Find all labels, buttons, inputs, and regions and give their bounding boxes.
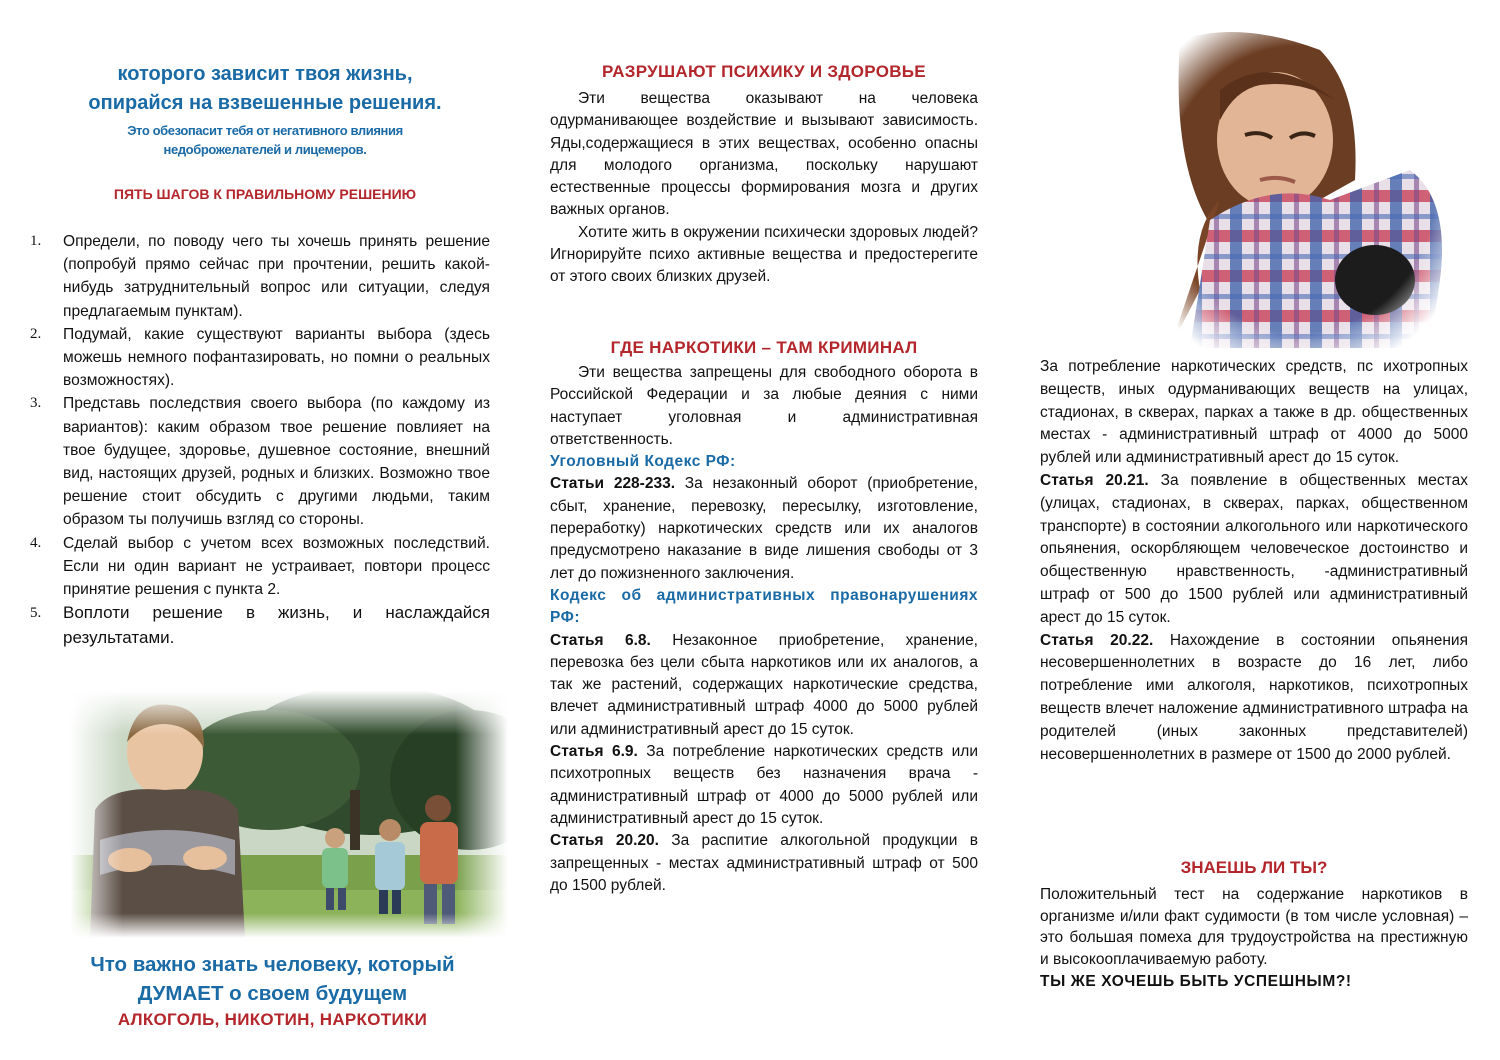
article-text: За распитие алкогольной продукции в запрещенных - местах административный штраф от 500 до 1500 рублей. — [550, 832, 978, 894]
footer-heading — [30, 950, 515, 1032]
article-paragraph — [550, 830, 978, 897]
intro-line-1: которого зависит твоя жизнь, — [117, 63, 413, 85]
article-paragraph — [550, 630, 978, 741]
middle-panel — [550, 0, 978, 1060]
fines-text — [1040, 356, 1468, 766]
step-text: Определи, по поводу чего ты хочешь принять решение (попробуй прямо сейчас при прочтении, решить какой-нибудь затруднительный вопрос или ситуации, следуя предлагаемым пунктам). — [63, 233, 490, 320]
steps-title: ПЯТЬ ШАГОВ К ПРАВИЛЬНОМУ РЕШЕНИЮ — [113, 186, 417, 202]
article-label: Статья 20.22. — [1040, 631, 1154, 649]
section-health — [550, 88, 978, 289]
article-label: Статья 20.21. — [1040, 471, 1149, 489]
article-text: За потребление наркотических средств или психотропных веществ без назначения врача - административный штраф от 4000 до 5000 рублей или административный арест до 15 суток. — [550, 743, 978, 827]
article-label: Статья 6.9. — [550, 743, 638, 761]
section-title-health: РАЗРУШАЮТ ПСИХИКУ И ЗДОРОВЬЕ — [602, 62, 926, 81]
paragraph: Эти вещества оказывают на человека одурманивающее воздействие и вызывают зависимость. Яды,содержащиеся в этих веществах, особенно опасны для молодого организма, поскольку нарушают естественные процессы формирования мозга и других важных органов. — [550, 90, 978, 219]
paragraph: Эти вещества запрещены для свободного оборота в Российской Федерации и за любые деяния с ними наступает уголовная и административная ответственность. — [550, 364, 978, 448]
article-paragraph — [1040, 630, 1468, 767]
intro-line-2: опирайся на взвешенные решения. — [88, 92, 442, 114]
boy-photo — [70, 690, 508, 938]
section-title-crime: ГДЕ НАРКОТИКИ – ТАМ КРИМИНАЛ — [610, 338, 918, 357]
step-text: Подумай, какие существуют варианты выбора (здесь можешь немного пофантазировать, но помни о реальных возможностях). — [63, 325, 490, 390]
article-label: Статьи 228-233. — [550, 475, 676, 493]
step-item — [30, 323, 490, 393]
step-number: 5. — [30, 605, 42, 622]
step-item — [30, 230, 490, 323]
article-paragraph — [550, 741, 978, 830]
step-number: 1. — [30, 233, 42, 249]
step-text: Воплоти решение в жизнь, и наслаждайся результатами. — [63, 603, 490, 647]
right-panel — [1040, 0, 1468, 1060]
admin-code-heading: Кодекс об административных правонарушениях РФ: — [550, 586, 978, 627]
footer-line-2: ДУМАЕТ о своем будущем — [137, 982, 408, 1005]
girl-photo-illustration — [1150, 30, 1450, 348]
paragraph: За потребление наркотических средств, пс ихотропных веществ, иных одурманивающих веществ на улицах, стадионах, в скверах, парках а также в др. общественных местах - административный штраф от 4000 до 5000 рублей или административный арест до 15 суток. — [1040, 358, 1468, 467]
paragraph: Хотите жить в окружении психически здоровых людей? Игнорируйте психо активные вещества и предостерегите от этого своих близких друзей. — [550, 223, 978, 286]
step-number: 4. — [30, 534, 42, 551]
article-text: За незаконный оборот (приобретение, сбыт, хранение, перевозку, пересылку, изготовление, переработку) наркотических средств или их аналогов предусмотрено наказание в виде лишения свободы от 3 лет до пожизненного заключения. — [550, 475, 978, 582]
step-text: Представь последствия своего выбора (по каждому из вариантов): каким образом твое решение повлияет на твое будущее, здоровье, душевное состояние, внешний вид, настоящих друзей, родных и близких. Возможно твое решение стоит обсудить с другими людьми, таким образом ты получишь взгляд со стороны. — [63, 395, 490, 529]
article-label: Статья 6.8. — [550, 631, 651, 649]
article-paragraph — [1040, 470, 1468, 630]
step-item — [30, 392, 490, 531]
boy-photo-illustration — [70, 690, 508, 938]
did-you-know-title: ЗНАЕШЬ ЛИ ТЫ? — [1180, 858, 1328, 877]
intro-sub-line-1: Это обезопасит тебя от негативного влияния — [127, 123, 403, 138]
criminal-code-heading: Уголовный Кодекс РФ: — [550, 453, 736, 471]
girl-photo — [1150, 30, 1450, 348]
intro-heading — [30, 60, 500, 118]
footer-line-3: АЛКОГОЛЬ, НИКОТИН, НАРКОТИКИ — [117, 1010, 428, 1029]
final-slogan: ТЫ ЖЕ ХОЧЕШЬ БЫТЬ УСПЕШНЫМ?! — [1040, 972, 1352, 990]
article-text: Незаконное приобретение, хранение, перевозка без цели сбыта наркотиков или их аналогов, а так же растений, содержащих наркотические средства, влечет административный штраф 4000 до 5000 рублей или административный арест до 15 суток. — [550, 631, 978, 738]
left-panel — [30, 0, 500, 1060]
steps-list — [30, 230, 490, 650]
paragraph: Положительный тест на содержание наркотиков в организме и/или факт судимости (в том числе условная) – это большая помеха для трудоустройства на престижную и высокооплачиваемую работу. — [1040, 886, 1468, 969]
article-label: Статья 20.20. — [550, 832, 659, 850]
step-number: 2. — [30, 325, 42, 342]
step-text: Сделай выбор с учетом всех возможных последствий. Если ни один вариант не устраивает, повтори процесс принятие решения с пункта 2. — [63, 534, 490, 599]
intro-subheading — [30, 121, 500, 159]
article-text: Нахождение в состоянии опьянения несовершеннолетних в возрасте до 16 лет, либо потребление ими алкоголя, наркотиков, психотропных веществ влечет наложение административного штрафа на родителей (иных законных представителей) несовершеннолетних в размере от 1500 до 2000 рублей. — [1040, 631, 1468, 763]
article-paragraph — [550, 473, 978, 584]
footer-line-1: Что важно знать человеку, который — [90, 953, 455, 976]
intro-sub-line-2: недоброжелателей и лицемеров. — [163, 142, 367, 157]
article-text: За появление в общественных местах (улицах, стадионах, в скверах, парках, общественном транспорте) в состоянии алкогольного или наркотического опьянения, оскорбляющем человеческое достоинство и общественную нравственность, -административный штраф от 500 до 1500 рублей или административный арест до 15 суток. — [1040, 471, 1468, 626]
step-number: 3. — [30, 395, 42, 412]
section-crime — [550, 362, 978, 897]
step-item — [30, 601, 490, 650]
step-item — [30, 532, 490, 602]
did-you-know-text — [1040, 884, 1468, 993]
